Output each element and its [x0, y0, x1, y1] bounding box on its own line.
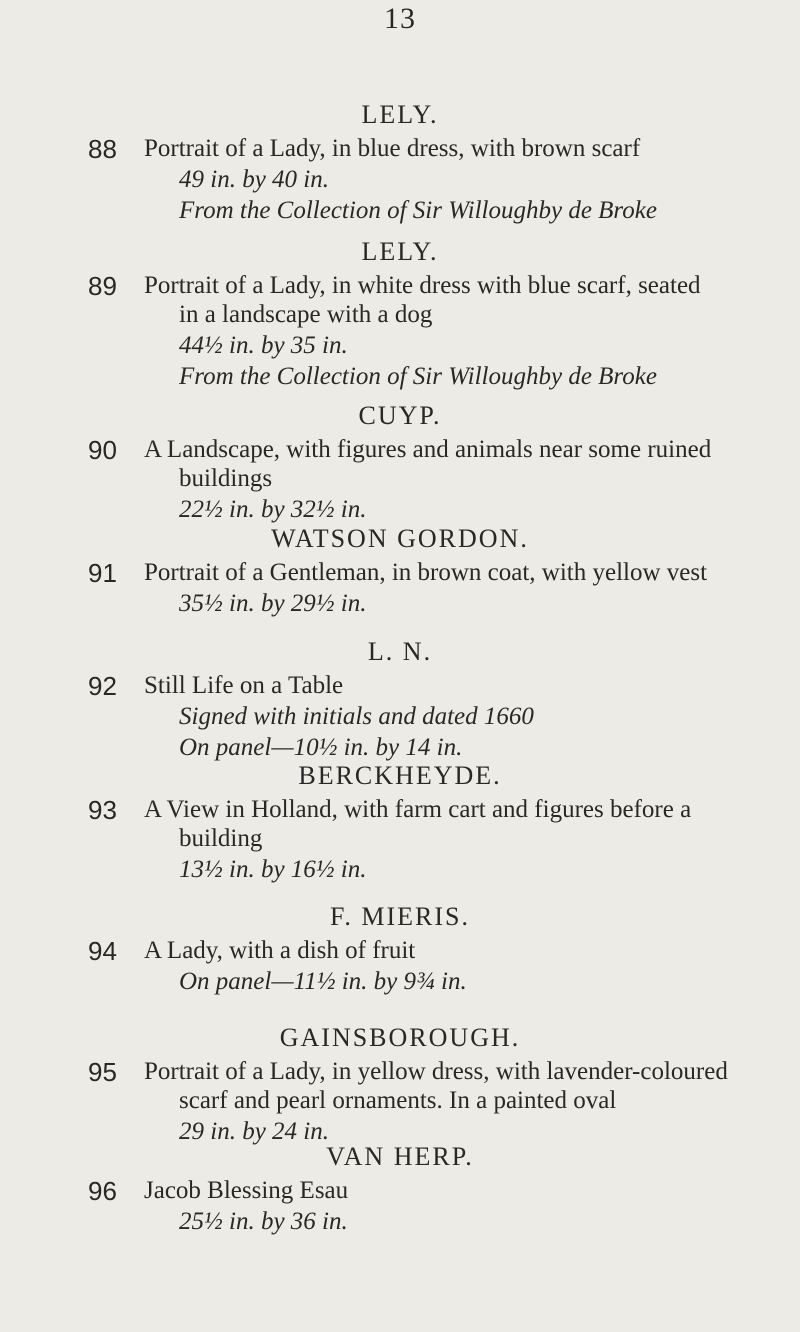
lot-detail: 13½ in. by 16½ in.	[179, 856, 367, 883]
lot-detail: 49 in. by 40 in.	[179, 166, 329, 193]
lot-number: 94	[88, 936, 117, 966]
lot-title	[144, 1176, 770, 1205]
lot-title-line: Portrait of a Gentleman, in brown coat, with yellow vest	[144, 559, 708, 586]
lot-title	[144, 134, 770, 163]
lot-artist: L. N.	[367, 637, 433, 666]
lot-title-line: Portrait of a Lady, in yellow dress, with lavender-coloured	[144, 1058, 728, 1085]
lot-detail: 35½ in. by 29½ in.	[179, 590, 367, 617]
lot-title-line: Jacob Blessing Esau	[144, 1177, 349, 1204]
lot-title-line: Portrait of a Lady, in blue dress, with brown scarf	[144, 135, 641, 162]
lot-detail: 25½ in. by 36 in.	[179, 1208, 348, 1235]
lot-detail: Signed with initials and dated 1660	[179, 703, 534, 730]
lot-number: 89	[88, 271, 117, 301]
lot-title-line: buildings	[179, 465, 273, 492]
lot-title-line: scarf and pearl ornaments. In a painted oval	[179, 1087, 617, 1114]
page-number: 13	[384, 2, 416, 35]
lot-title-line: A Lady, with a dish of fruit	[144, 937, 416, 964]
lot-artist: GAINSBOROUGH.	[279, 1023, 521, 1052]
lot-title	[144, 795, 770, 853]
lot-artist: WATSON GORDON.	[271, 524, 529, 553]
lot-title	[144, 1057, 770, 1115]
lot-number: 90	[88, 435, 117, 465]
lot-detail: 29 in. by 24 in.	[179, 1118, 329, 1145]
lot-title	[144, 271, 770, 329]
lot-detail: From the Collection of Sir Willoughby de Broke	[179, 363, 657, 390]
lot-title	[144, 435, 770, 493]
lot-number: 88	[88, 134, 117, 164]
lot-number: 93	[88, 795, 117, 825]
lot-number: 92	[88, 671, 117, 701]
lot-number: 91	[88, 558, 117, 588]
lot-number: 95	[88, 1057, 117, 1087]
lot-artist: LELY.	[361, 100, 439, 129]
lot-detail: On panel—11½ in. by 9¾ in.	[179, 968, 467, 995]
lot-title	[144, 936, 770, 965]
lot-artist: CUYP.	[358, 401, 442, 430]
lot-number: 96	[88, 1176, 117, 1206]
lot-title-line: Portrait of a Lady, in white dress with blue scarf, seated	[144, 272, 701, 299]
lot-title-line: building	[179, 825, 263, 852]
lot-title-line: Still Life on a Table	[144, 672, 344, 699]
lot-title-line: A Landscape, with figures and animals near some ruined	[144, 436, 712, 463]
lot-detail: On panel—10½ in. by 14 in.	[179, 734, 463, 761]
lot-title-line: in a landscape with a dog	[179, 301, 433, 328]
lot-title-line: A View in Holland, with farm cart and figures before a	[144, 796, 692, 823]
lot-detail: From the Collection of Sir Willoughby de Broke	[179, 197, 657, 224]
lot-title	[144, 671, 770, 700]
lot-artist: BERCKHEYDE.	[298, 761, 502, 790]
lot-detail: 22½ in. by 32½ in.	[179, 496, 367, 523]
lot-artist: LELY.	[361, 237, 439, 266]
lot-artist: VAN HERP.	[326, 1142, 474, 1171]
lot-title	[144, 558, 770, 587]
lot-detail: 44½ in. by 35 in.	[179, 332, 348, 359]
lot-artist: F. MIERIS.	[330, 902, 470, 931]
